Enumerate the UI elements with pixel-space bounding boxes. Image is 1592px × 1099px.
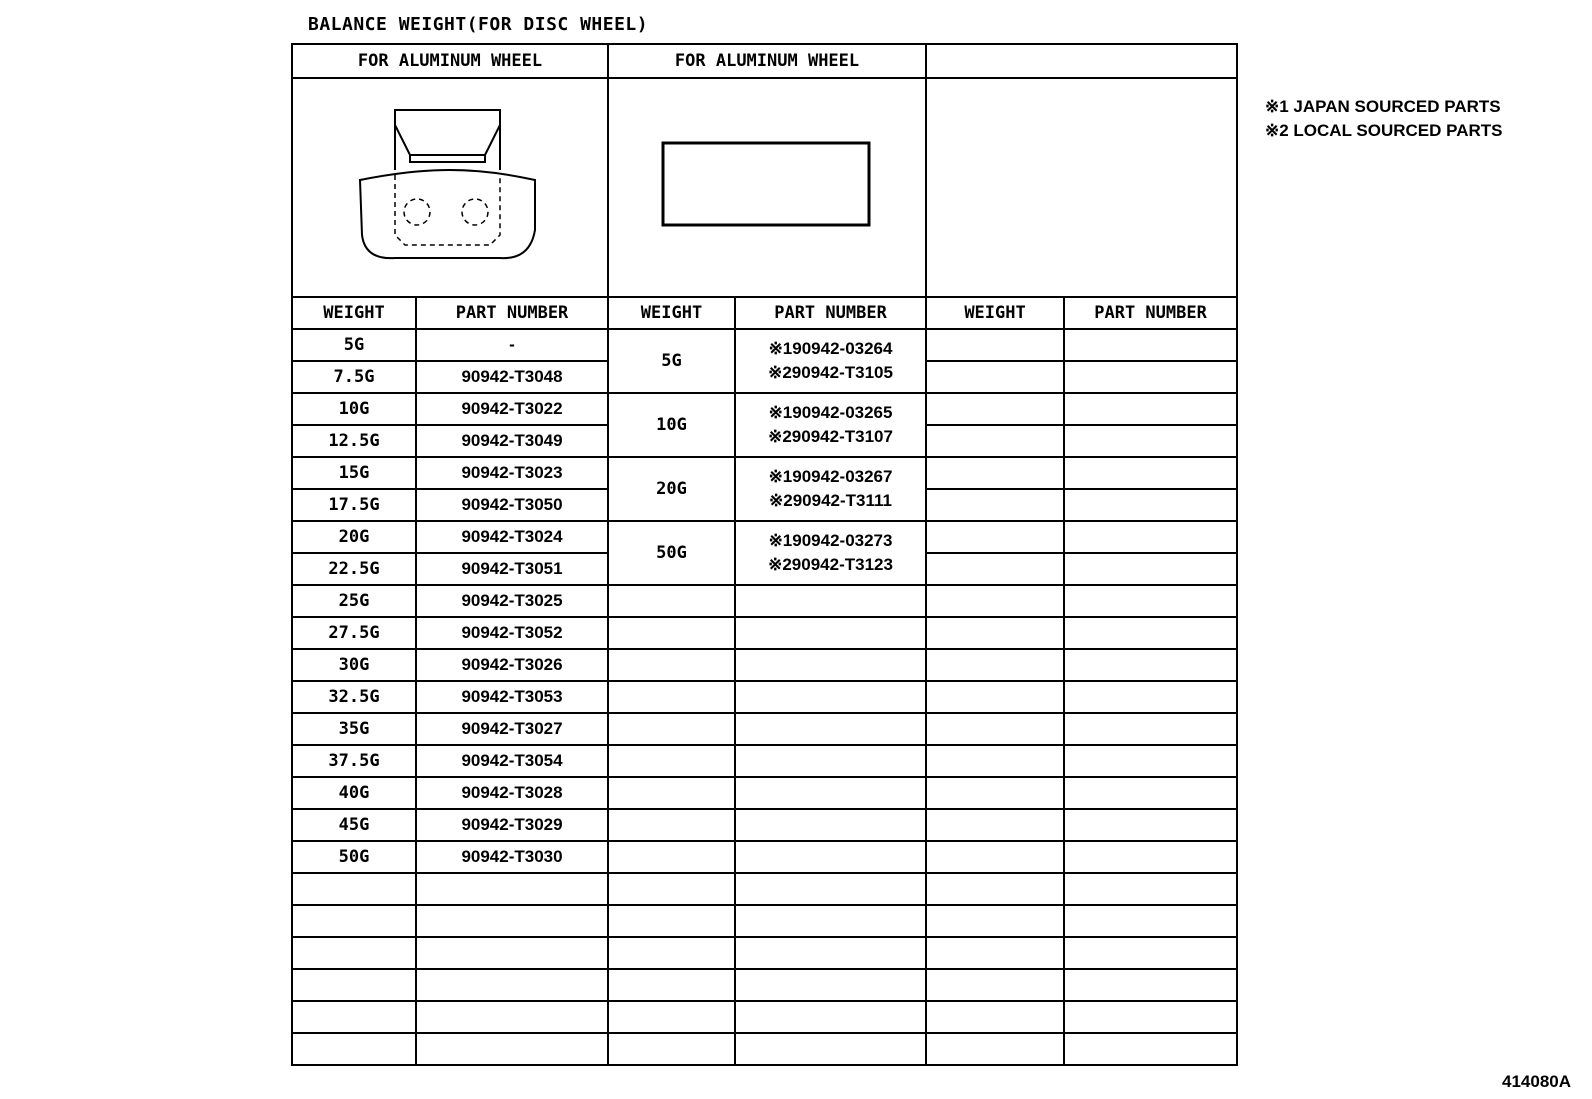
- empty-cell: [926, 617, 1064, 649]
- part-number-local: ※290942-T3111: [769, 491, 892, 510]
- empty-cell: [926, 681, 1064, 713]
- part-number-cell: 90942-T3027: [416, 713, 608, 745]
- table-row: [292, 937, 1237, 969]
- part-number-cell: 90942-T3025: [416, 585, 608, 617]
- part-number-cell: 90942-T3028: [416, 777, 608, 809]
- part-number-cell: [416, 873, 608, 905]
- part-number-cell: 90942-T3050: [416, 489, 608, 521]
- empty-cell: [926, 777, 1064, 809]
- empty-cell: [608, 873, 735, 905]
- adhesive-weight-drawing: [657, 135, 877, 235]
- weight-cell: [292, 1001, 416, 1033]
- weight-cell: 45G: [292, 809, 416, 841]
- empty-cell: [608, 777, 735, 809]
- empty-cell: [926, 937, 1064, 969]
- table-row: [292, 1033, 1237, 1065]
- section-1-header: FOR ALUMINUM WHEEL: [292, 44, 608, 78]
- empty-cell: [735, 937, 926, 969]
- empty-cell: [1064, 329, 1237, 361]
- part-number-cell: -: [416, 329, 608, 361]
- group-part-cell: [735, 329, 926, 393]
- table-row: [292, 457, 1237, 489]
- part-number-cell: 90942-T3022: [416, 393, 608, 425]
- legend-item-local: ※2 LOCAL SOURCED PARTS: [1265, 121, 1503, 140]
- empty-cell: [608, 713, 735, 745]
- empty-cell: [1064, 585, 1237, 617]
- empty-cell: [1064, 489, 1237, 521]
- part-number-cell: [416, 937, 608, 969]
- empty-cell: [735, 713, 926, 745]
- empty-cell: [926, 457, 1064, 489]
- table-row: [292, 777, 1237, 809]
- legend-item-japan: ※1 JAPAN SOURCED PARTS: [1265, 97, 1501, 116]
- part-number-cell: 90942-T3023: [416, 457, 608, 489]
- empty-cell: [926, 393, 1064, 425]
- empty-cell: [926, 841, 1064, 873]
- weight-cell: 7.5G: [292, 361, 416, 393]
- empty-cell: [735, 841, 926, 873]
- weight-cell: [292, 969, 416, 1001]
- empty-cell: [926, 489, 1064, 521]
- page-title: BALANCE WEIGHT(FOR DISC WHEEL): [308, 14, 649, 35]
- table-row: [292, 873, 1237, 905]
- weight-cell: [292, 1033, 416, 1065]
- part-number-cell: [416, 1001, 608, 1033]
- part-number-local: ※290942-T3123: [768, 555, 893, 574]
- section-3-header: [926, 44, 1237, 78]
- col-part-1: PART NUMBER: [416, 297, 608, 329]
- table-row: [292, 585, 1237, 617]
- empty-cell: [926, 425, 1064, 457]
- weight-cell: [292, 873, 416, 905]
- group-part-cell: [735, 393, 926, 457]
- section-2-header: FOR ALUMINUM WHEEL: [608, 44, 926, 78]
- empty-cell: [735, 1033, 926, 1065]
- empty-cell: [926, 329, 1064, 361]
- empty-cell: [608, 649, 735, 681]
- part-number-cell: [416, 905, 608, 937]
- adhesive-weight-illustration: [608, 78, 926, 297]
- weight-cell: 20G: [292, 521, 416, 553]
- group-weight-cell: 50G: [608, 521, 735, 585]
- empty-illustration: [926, 78, 1237, 297]
- part-number-japan: ※190942-03267: [768, 467, 893, 486]
- part-number-cell: 90942-T3026: [416, 649, 608, 681]
- legend: [1265, 95, 1502, 143]
- part-number-cell: 90942-T3051: [416, 553, 608, 585]
- part-number-cell: [416, 969, 608, 1001]
- empty-cell: [735, 585, 926, 617]
- empty-cell: [926, 969, 1064, 1001]
- part-number-cell: 90942-T3054: [416, 745, 608, 777]
- empty-cell: [735, 905, 926, 937]
- col-weight-1: WEIGHT: [292, 297, 416, 329]
- empty-cell: [926, 1033, 1064, 1065]
- part-number-local: ※290942-T3105: [768, 363, 893, 382]
- group-weight-cell: 20G: [608, 457, 735, 521]
- table-row: [292, 649, 1237, 681]
- empty-cell: [608, 585, 735, 617]
- document-id: 414080A: [1502, 1072, 1572, 1091]
- part-number-cell: 90942-T3053: [416, 681, 608, 713]
- empty-cell: [608, 617, 735, 649]
- empty-cell: [608, 905, 735, 937]
- empty-cell: [1064, 553, 1237, 585]
- empty-cell: [926, 1001, 1064, 1033]
- weight-cell: 12.5G: [292, 425, 416, 457]
- table-row: [292, 905, 1237, 937]
- table-row: [292, 681, 1237, 713]
- weight-cell: [292, 905, 416, 937]
- table-row: [292, 1001, 1237, 1033]
- col-part-2: PART NUMBER: [735, 297, 926, 329]
- empty-cell: [926, 553, 1064, 585]
- weight-cell: 15G: [292, 457, 416, 489]
- col-part-3: PART NUMBER: [1064, 297, 1237, 329]
- part-number-cell: 90942-T3024: [416, 521, 608, 553]
- part-number-cell: 90942-T3029: [416, 809, 608, 841]
- group-weight-cell: 10G: [608, 393, 735, 457]
- table-row: [292, 329, 1237, 361]
- empty-cell: [608, 745, 735, 777]
- table-row: [292, 745, 1237, 777]
- table-row: [292, 841, 1237, 873]
- empty-cell: [735, 745, 926, 777]
- empty-cell: [926, 649, 1064, 681]
- part-number-local: ※290942-T3107: [768, 427, 893, 446]
- empty-cell: [608, 809, 735, 841]
- empty-cell: [926, 809, 1064, 841]
- clip-weight-drawing: [350, 100, 550, 270]
- table-row: [292, 713, 1237, 745]
- part-number-cell: 90942-T3049: [416, 425, 608, 457]
- empty-cell: [608, 1033, 735, 1065]
- empty-cell: [608, 841, 735, 873]
- empty-cell: [608, 969, 735, 1001]
- empty-cell: [1064, 809, 1237, 841]
- weight-cell: 37.5G: [292, 745, 416, 777]
- empty-cell: [1064, 521, 1237, 553]
- empty-cell: [1064, 841, 1237, 873]
- empty-cell: [926, 905, 1064, 937]
- weight-cell: 17.5G: [292, 489, 416, 521]
- part-number-japan: ※190942-03265: [768, 403, 893, 422]
- table-row: [292, 617, 1237, 649]
- weight-cell: 40G: [292, 777, 416, 809]
- empty-cell: [735, 681, 926, 713]
- empty-cell: [1064, 649, 1237, 681]
- col-weight-2: WEIGHT: [608, 297, 735, 329]
- clip-on-weight-illustration: [292, 78, 608, 297]
- empty-cell: [608, 937, 735, 969]
- weight-cell: 27.5G: [292, 617, 416, 649]
- empty-cell: [1064, 905, 1237, 937]
- balance-weight-table: [291, 43, 1238, 1066]
- weight-cell: 5G: [292, 329, 416, 361]
- part-number-cell: [416, 1033, 608, 1065]
- weight-cell: [292, 937, 416, 969]
- table-row: [292, 809, 1237, 841]
- empty-cell: [1064, 937, 1237, 969]
- col-weight-3: WEIGHT: [926, 297, 1064, 329]
- empty-cell: [735, 649, 926, 681]
- empty-cell: [1064, 361, 1237, 393]
- part-number-cell: 90942-T3048: [416, 361, 608, 393]
- empty-cell: [735, 777, 926, 809]
- empty-cell: [735, 1001, 926, 1033]
- weight-cell: 35G: [292, 713, 416, 745]
- empty-cell: [926, 873, 1064, 905]
- part-number-cell: 90942-T3030: [416, 841, 608, 873]
- empty-cell: [1064, 969, 1237, 1001]
- empty-cell: [1064, 393, 1237, 425]
- group-weight-cell: 5G: [608, 329, 735, 393]
- empty-cell: [1064, 745, 1237, 777]
- group-part-cell: [735, 521, 926, 585]
- weight-cell: 25G: [292, 585, 416, 617]
- empty-cell: [1064, 873, 1237, 905]
- empty-cell: [735, 969, 926, 1001]
- empty-cell: [608, 1001, 735, 1033]
- empty-cell: [1064, 1033, 1237, 1065]
- empty-cell: [1064, 457, 1237, 489]
- weight-cell: 30G: [292, 649, 416, 681]
- part-number-japan: ※190942-03264: [768, 339, 893, 358]
- empty-cell: [1064, 681, 1237, 713]
- empty-cell: [926, 745, 1064, 777]
- empty-cell: [926, 521, 1064, 553]
- empty-cell: [926, 585, 1064, 617]
- weight-cell: 10G: [292, 393, 416, 425]
- empty-cell: [735, 617, 926, 649]
- empty-cell: [1064, 713, 1237, 745]
- empty-cell: [735, 873, 926, 905]
- empty-cell: [1064, 617, 1237, 649]
- empty-cell: [926, 361, 1064, 393]
- empty-cell: [1064, 777, 1237, 809]
- empty-cell: [926, 713, 1064, 745]
- part-number-japan: ※190942-03273: [768, 531, 893, 550]
- table-row: [292, 521, 1237, 553]
- table-row: [292, 393, 1237, 425]
- weight-cell: 22.5G: [292, 553, 416, 585]
- empty-cell: [1064, 425, 1237, 457]
- weight-cell: 32.5G: [292, 681, 416, 713]
- empty-cell: [735, 809, 926, 841]
- part-number-cell: 90942-T3052: [416, 617, 608, 649]
- empty-cell: [1064, 1001, 1237, 1033]
- empty-cell: [608, 681, 735, 713]
- group-part-cell: [735, 457, 926, 521]
- table-row: [292, 969, 1237, 1001]
- weight-cell: 50G: [292, 841, 416, 873]
